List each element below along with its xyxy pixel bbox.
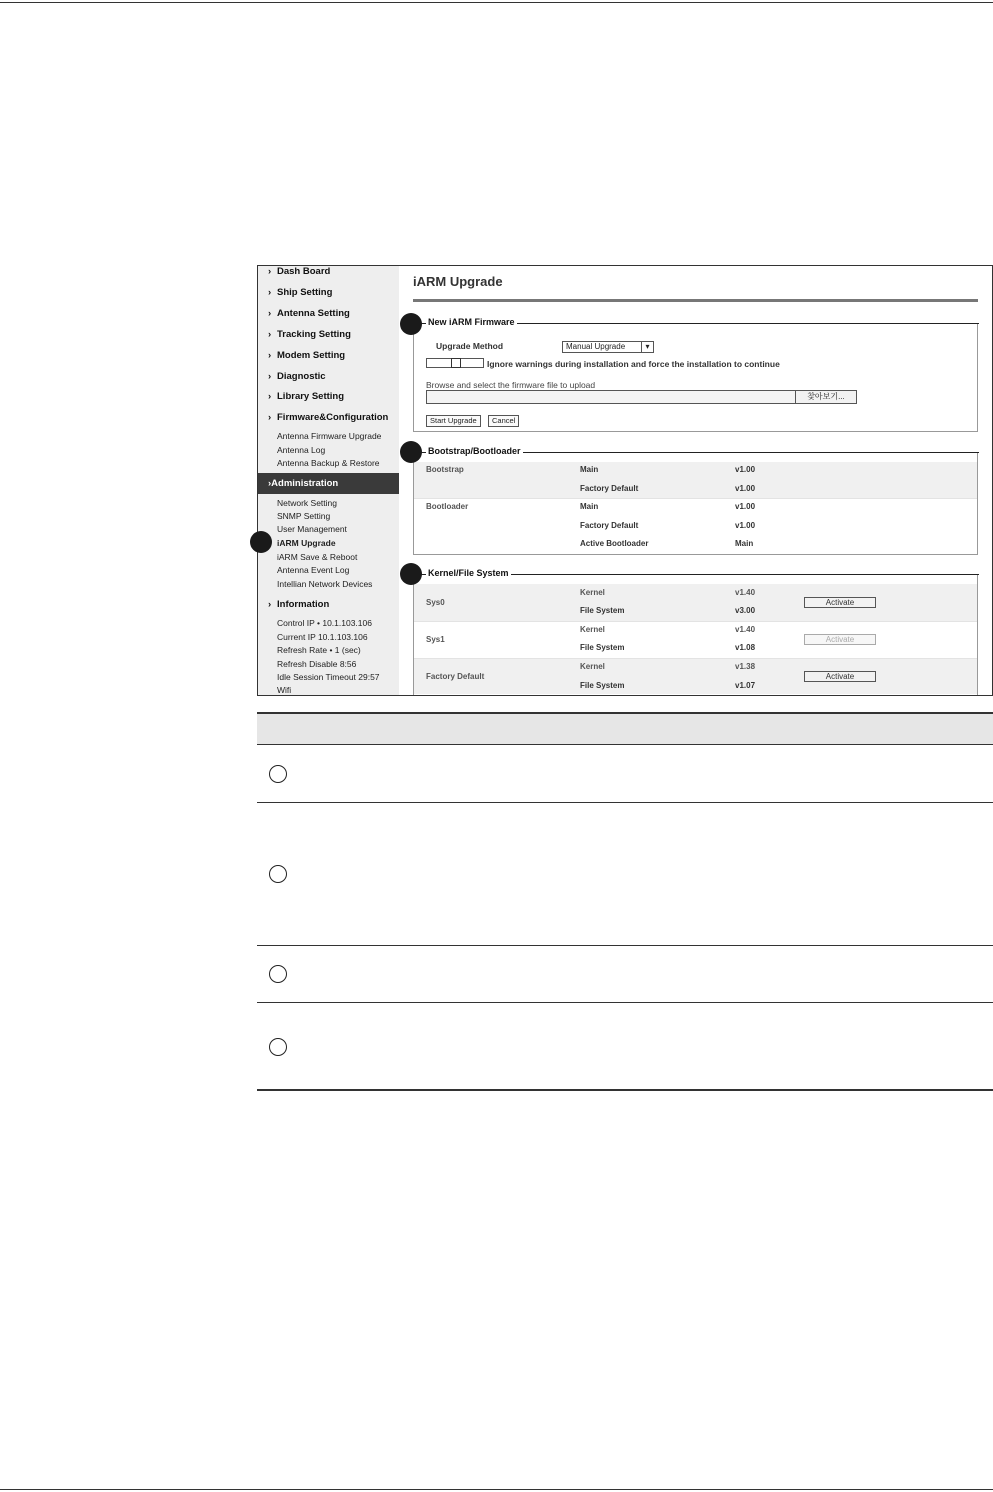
row-marker-1-icon	[269, 765, 287, 783]
page-bottom-rule	[0, 1489, 993, 1490]
info-refresh-disable: Refresh Disable 8:56	[277, 659, 357, 669]
row-divider	[257, 945, 993, 946]
sys1-activate-button[interactable]: Activate	[804, 634, 876, 645]
nav-firmware-configuration[interactable]: › Firmware&Configuration	[268, 412, 389, 423]
sub-user-management[interactable]: User Management	[277, 524, 347, 534]
nav-ship-setting[interactable]: › Ship Setting	[268, 287, 333, 298]
factory-fs-value: v1.07	[735, 681, 756, 690]
description-table-header	[257, 712, 993, 745]
row-marker-4-icon	[269, 1038, 287, 1056]
sub-iarm-upgrade[interactable]: iARM Upgrade	[277, 538, 336, 548]
new-firmware-legend: New iARM Firmware	[428, 317, 515, 327]
cancel-button[interactable]: Cancel	[488, 415, 519, 427]
sub-antenna-event-log[interactable]: Antenna Event Log	[277, 565, 350, 575]
chevron-right-icon: ›	[268, 371, 272, 382]
page-top-rule	[0, 2, 993, 3]
sys0-activate-button[interactable]: Activate	[804, 597, 876, 608]
main-content	[399, 266, 993, 696]
chevron-right-icon: ›	[268, 350, 272, 361]
browse-button[interactable]: 찾아보기...	[795, 390, 857, 404]
sys1-fs-label: File System	[580, 643, 625, 652]
chevron-right-icon: ›	[268, 287, 272, 298]
chevron-right-icon: ›	[268, 599, 272, 610]
sub-antenna-backup-restore[interactable]: Antenna Backup & Restore	[277, 458, 380, 468]
bootloader-factory-label: Factory Default	[580, 521, 639, 530]
sys0-fs-value: v3.00	[735, 606, 756, 615]
bootstrap-legend: Bootstrap/Bootloader	[428, 446, 521, 456]
sub-iarm-save-reboot[interactable]: iARM Save & Reboot	[277, 552, 358, 562]
info-refresh-rate: Refresh Rate • 1 (sec)	[277, 645, 361, 655]
callout-marker-sidebar	[250, 531, 272, 553]
sys1-fs-value: v1.08	[735, 643, 756, 652]
nav-diagnostic[interactable]: › Diagnostic	[268, 371, 326, 382]
upgrade-method-select[interactable]: Manual Upgrade ▾	[562, 341, 654, 353]
nav-tracking-setting[interactable]: › Tracking Setting	[268, 329, 351, 340]
chevron-right-icon: ›	[268, 412, 272, 423]
browse-label: Browse and select the firmware file to upload	[426, 380, 596, 390]
chevron-right-icon: ›	[268, 329, 272, 340]
nav-antenna-setting[interactable]: › Antenna Setting	[268, 308, 350, 319]
sys1-kernel-label: Kernel	[580, 625, 605, 634]
factory-kernel-value: v1.38	[735, 662, 756, 671]
sys0-kernel-label: Kernel	[580, 588, 605, 597]
kernel-section	[413, 568, 978, 696]
chevron-down-icon: ▾	[641, 342, 653, 352]
sub-snmp-setting[interactable]: SNMP Setting	[277, 511, 331, 521]
ignore-warnings-toggle[interactable]	[426, 358, 484, 368]
sys0-fs-label: File System	[580, 606, 625, 615]
bootloader-main-label: Main	[580, 502, 599, 511]
sys0-name: Sys0	[426, 598, 445, 607]
chevron-right-icon: ›	[268, 391, 272, 402]
sys1-name: Sys1	[426, 635, 445, 644]
table-bottom-rule	[257, 1089, 993, 1091]
active-bootloader-label: Active Bootloader	[580, 539, 649, 548]
sub-intellian-network-devices[interactable]: Intellian Network Devices	[277, 579, 373, 589]
bootloader-factory-value: v1.00	[735, 521, 756, 530]
bootstrap-main-value: v1.00	[735, 465, 756, 474]
start-upgrade-button[interactable]: Start Upgrade	[426, 415, 481, 427]
toggle-knob[interactable]	[451, 358, 461, 368]
sub-network-setting[interactable]: Network Setting	[277, 498, 337, 508]
active-bootloader-value: Main	[735, 539, 754, 548]
info-current-ip: Current IP 10.1.103.106	[277, 632, 368, 642]
title-divider	[413, 299, 978, 302]
nav-library-setting[interactable]: › Library Setting	[268, 391, 345, 402]
kernel-legend: Kernel/File System	[428, 568, 509, 578]
nav-modem-setting[interactable]: › Modem Setting	[268, 350, 346, 361]
bootstrap-main-label: Main	[580, 465, 599, 474]
nav-information[interactable]: › Information	[268, 599, 330, 610]
row-divider	[257, 802, 993, 803]
nav-dash-board[interactable]: › Dash Board	[268, 266, 331, 277]
sidebar	[258, 266, 399, 696]
row-marker-2-icon	[269, 865, 287, 883]
screenshot-frame	[257, 265, 993, 696]
bootloader-group: Bootloader	[426, 502, 469, 511]
info-wifi: Wifi	[277, 685, 292, 695]
bootstrap-factory-label: Factory Default	[580, 484, 639, 493]
factory-kernel-label: Kernel	[580, 662, 605, 671]
info-control-ip: Control IP • 10.1.103.106	[277, 618, 372, 628]
new-firmware-section	[413, 317, 978, 432]
sys1-kernel-value: v1.40	[735, 625, 756, 634]
ignore-warnings-label: Ignore warnings during installation and force the installation to continue	[487, 359, 780, 369]
row-divider	[257, 1002, 993, 1003]
callout-marker-3	[400, 563, 422, 585]
bootstrap-group: Bootstrap	[426, 465, 464, 474]
row-marker-3-icon	[269, 965, 287, 983]
factory-activate-button[interactable]: Activate	[804, 671, 876, 682]
info-idle-timeout: Idle Session Timeout 29:57	[277, 672, 380, 682]
chevron-right-icon: ›	[268, 266, 272, 277]
upgrade-method-label: Upgrade Method	[436, 341, 504, 351]
page-title: iARM Upgrade	[413, 274, 503, 289]
callout-marker-2	[400, 441, 422, 463]
firmware-file-input[interactable]	[426, 390, 796, 404]
callout-marker-1	[400, 313, 422, 335]
sub-antenna-firmware-upgrade[interactable]: Antenna Firmware Upgrade	[277, 431, 382, 441]
sys0-kernel-value: v1.40	[735, 588, 756, 597]
chevron-right-icon: ›	[268, 308, 272, 319]
bootloader-main-value: v1.00	[735, 502, 756, 511]
factory-fs-label: File System	[580, 681, 625, 690]
factory-default-name: Factory Default	[426, 672, 485, 681]
sub-antenna-log[interactable]: Antenna Log	[277, 445, 326, 455]
nav-administration[interactable]: ›Administration	[258, 473, 399, 494]
bootstrap-section	[413, 446, 978, 555]
bootstrap-factory-value: v1.00	[735, 484, 756, 493]
chevron-right-icon: ›	[268, 478, 272, 489]
